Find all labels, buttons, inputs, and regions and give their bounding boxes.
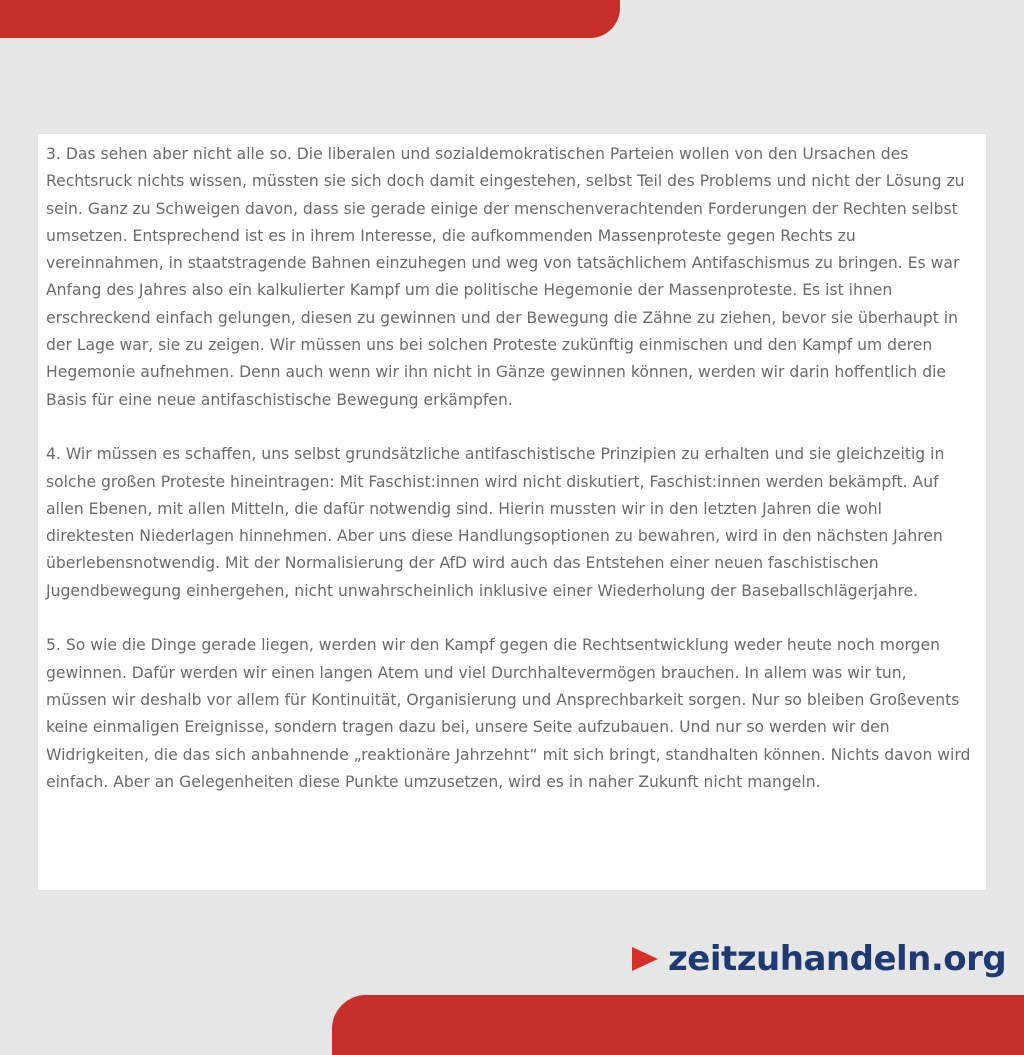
paragraph-gap [46, 414, 972, 441]
play-arrow-icon [632, 947, 658, 971]
top-accent-bar [0, 0, 620, 38]
bottom-accent-bar [332, 995, 1024, 1055]
paragraph-gap [46, 605, 972, 632]
brand-logo [632, 932, 1006, 986]
paragraph-3: 3. Das sehen aber nicht alle so. Die liberalen und sozialdemokratischen Parteien wollen von den Ursachen des Rechtsruck nichts wissen, müssten sie sich doch damit eingestehen, selbst Teil des Problems und nicht der Lösung zu sein. Ganz zu Schweigen davon, dass sie gerade einige der menschenverachtenden Forderungen der Rechten selbst umsetzen. Entsprechend ist es in ihrem Interesse, die aufkommenden Massenproteste gegen Rechts zu vereinnahmen, in staatstragende Bahnen einzuhegen und weg von tatsächlichem Antifaschismus zu bringen. Es war Anfang des Jahres also ein kalkulierter Kampf um die politische Hegemonie der Massenproteste. Es ist ihnen erschreckend einfach gelungen, diesen zu gewinnen und der Bewegung die Zähne zu ziehen, bevor sie überhaupt in der Lage war, sie zu zeigen. Wir müssen uns bei solchen Proteste zukünftig einmischen und den Kampf um deren Hegemonie aufnehmen. Denn auch wenn wir ihn nicht in Gänze gewinnen können, werden wir darin hoffentlich die Basis für eine neue antifaschistische Bewegung erkämpfen. [46, 145, 965, 409]
text-card [38, 134, 986, 890]
brand-url: zeitzuhandeln.org [668, 939, 1007, 979]
paragraph-5: 5. So wie die Dinge gerade liegen, werden wir den Kampf gegen die Rechtsentwicklung weder heute noch morgen gewinnen. Dafür werden wir einen langen Atem und viel Durchhaltevermögen brauchen. In allem was wir tun, müssen wir deshalb vor allem für Kontinuität, Organisierung und Ansprechbarkeit sorgen. Nur so bleiben Großevents keine einmaligen Ereignisse, sondern tragen dazu bei, unsere Seite aufzubauen. Und nur so werden wir den Widrigkeiten, die das sich anbahnende „reaktionäre Jahrzehnt“ mit sich bringt, standhalten können. Nichts davon wird einfach. Aber an Gelegenheiten diese Punkte umzusetzen, wird es in naher Zukunft nicht mangeln. [46, 636, 971, 791]
paragraph-4: 4. Wir müssen es schaffen, uns selbst grundsätzliche antifaschistische Prinzipien zu erhalten und sie gleichzeitig in solche großen Proteste hineintragen: Mit Faschist:innen wird nicht diskutiert, Faschist:innen werden bekämpft. Auf allen Ebenen, mit allen Mitteln, die dafür notwendig sind. Hierin mussten wir in den letzten Jahren die wohl direktesten Niederlagen hinnehmen. Aber uns diese Handlungsoptionen zu bewahren, wird in den nächsten Jahren überlebensnotwendig. Mit der Normalisierung der AfD wird auch das Entstehen einer neuen faschistischen Jugendbewegung einhergehen, nicht unwahrscheinlich inklusive einer Wiederholung der Baseballschlägerjahre. [46, 445, 945, 600]
